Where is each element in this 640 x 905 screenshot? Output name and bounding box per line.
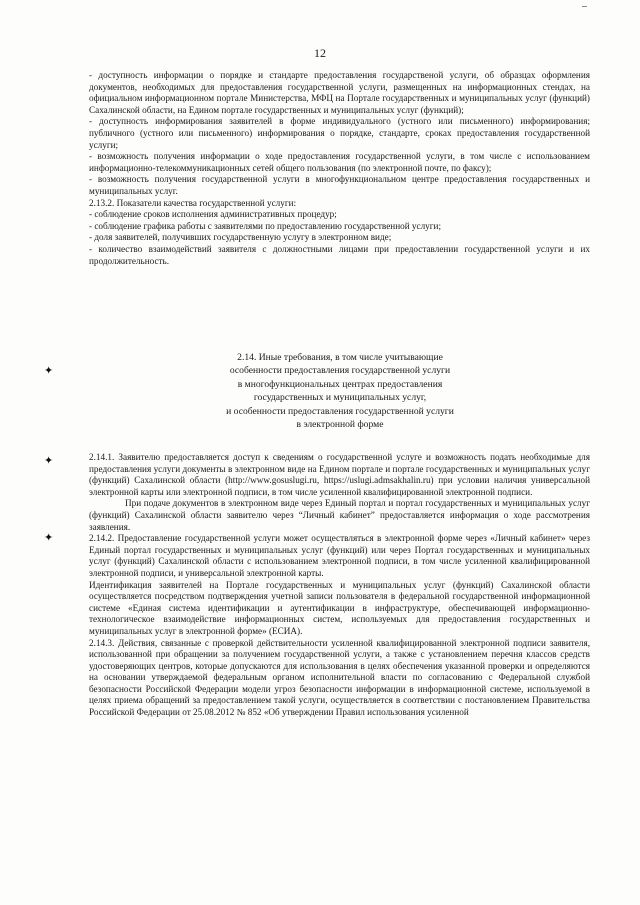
heading-line: и особенности предоставления государственной услуги	[226, 405, 454, 417]
margin-mark-icon: ✦	[44, 531, 54, 544]
paragraph: - соблюдение сроков исполнения административных процедур;	[89, 209, 337, 220]
section-2-14-block	[89, 452, 590, 719]
heading-line: в электронной форме	[296, 419, 384, 431]
paragraph: 2.14.3. Действия, связанные с проверкой действительности усиленной квалифицированной электронной подписи заявителя, использованной при обращении за получением государственной услуги, а также с установлением перечня классов средств удостоверяющих центров, которые допускаются для использования в целях обеспечения указанной проверки и определяются на основании утверждаемой федеральным органом исполнительной власти по согласованию с Федеральной службой безопасности Российской Федерации модели угроз безопасности информации в информационной системе, используемой в целях приема обращений за предоставлением такой услуги, осуществляется в соответствии с постановлением Правительства Российской Федерации от 25.08.2012 № 852 «Об утверждении Правил использования усиленной	[89, 637, 590, 718]
paragraph: При подаче документов в электронном виде через Единый портал и портал государственных и муниципальных услуг (функций) Сахалинской области заявителю через “Личный кабинет” предоставляется информация о ходе рассмотрения заявления.	[89, 498, 590, 532]
paragraph: - доля заявителей, получивших государственную услугу в электронном виде;	[89, 232, 392, 243]
paragraph: 2.13.2. Показатели качества государственной услуги:	[89, 197, 297, 208]
paragraph: - возможность получения государственной услуги в многофункциональном центре предоставления государственных и муниципальных услуг.	[89, 174, 590, 196]
heading-line: в многофункциональных центрах предоставления	[237, 378, 443, 390]
margin-mark-icon: ✦	[44, 364, 54, 377]
page-number: 12	[314, 46, 326, 60]
section-2-13-block	[89, 70, 590, 267]
paragraph: 2.14.2. Предоставление государственной услуги может осуществляться в электронной форме через «Личный кабинет» через Единый портал государственных и муниципальных услуг (функций) или через Портал государственных и муниципальных услуг (функций) Сахалинской области с использованием электронной подписи, в том числе усиленной квалифицированной электронной подписи, и универсальной электронной карты.	[89, 533, 590, 578]
section-2-14-heading	[150, 351, 530, 431]
heading-line: государственных и муниципальных услуг,	[253, 392, 427, 404]
paragraph: - доступность информирования заявителей в форме индивидуального (устного или письменного) информирования; публичного (устного или письменного) информирования о порядке, стандарте, сроках предоставления государственной услуги;	[89, 116, 590, 150]
heading-line: 2.14. Иные требования, в том числе учитывающие	[237, 352, 443, 363]
scan-artifact	[582, 6, 587, 7]
scan-shading	[0, 845, 640, 905]
heading-line: особенности предоставления государственной услуги	[229, 365, 451, 377]
paragraph: - соблюдение графика работы с заявителями по предоставлению государственной услуги;	[89, 220, 442, 231]
margin-mark-icon: ✦	[44, 454, 54, 467]
paragraph: - возможность получения информации о ходе предоставления государственной услуги, в том числе с использованием информационно-телекоммуникационных сетей общего пользования (по электронной почте, по факсу);	[89, 151, 590, 173]
paragraph: - количество взаимодействий заявителя с должностными лицами при предоставлении государственной услуги и их продолжительность.	[89, 243, 590, 266]
paragraph: 2.14.1. Заявителю предоставляется доступ к сведениям о государственной услуге и возможность подать необходимые для предоставления услуги документы в электронном виде на Едином портале и портале государственных и муниципальных услуг (функций) Сахалинской области (http://www.gosuslugi.ru, https://uslugi.admsakhalin.ru) при условии наличия универсальной электронной карты или электронной подписи, в том числе усиленной квалифицированной электронной подписи.	[89, 452, 590, 497]
paragraph: - доступность информации о порядке и стандарте предоставления государственой услуги, об образцах оформления документов, необходимых для предоставления государственной услуги, размещенных на информационных стендах, на официальном информационном портале Министерства, МФЦ на Портале государственных и муниципальных услуг (функций) Сахалинской области, на Едином портале государственных и муниципальных услуг (функций);	[89, 70, 590, 115]
paragraph: Идентификация заявителей на Портале государственных и муниципальных услуг (функций) Сахалинской области осуществляется посредством подтверждения учетной записи пользователя в федеральной государственной информационной системе «Единая система идентификации и аутентификации в инфраструктуре, обеспечивающей информационно-технологическое взаимодействие информационных систем, используемых для предоставления государственных и муниципальных услуг в электронной форме» (ЕСИА).	[89, 579, 590, 636]
